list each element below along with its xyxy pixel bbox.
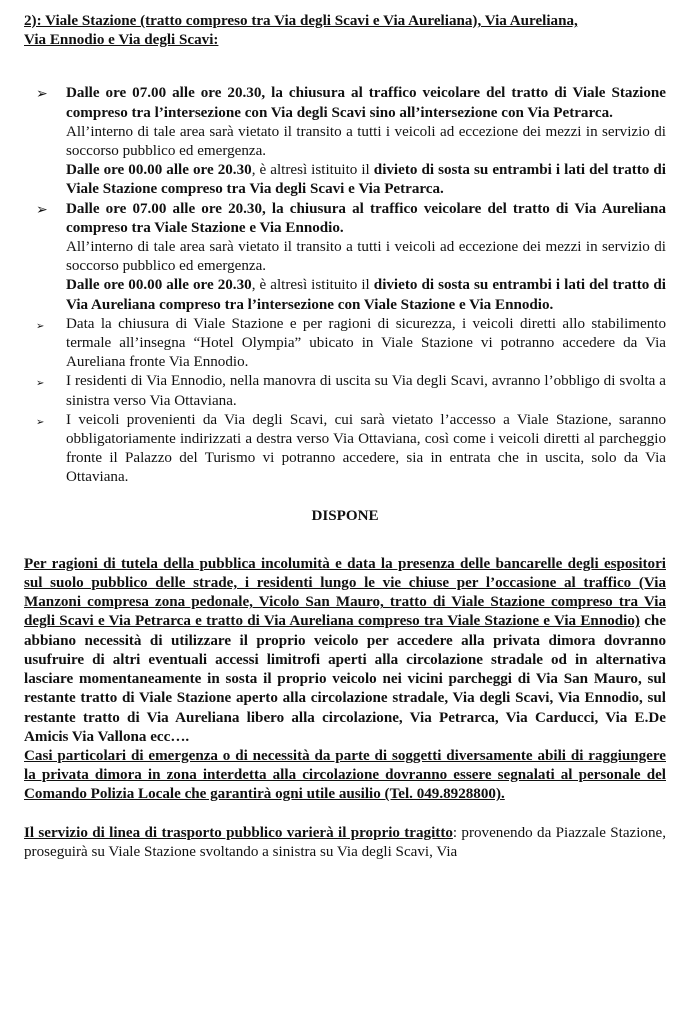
closure-detail: All’interno di tale area sarà vietato il transito a tutti i veicoli ad eccezione dei mezzi in servizio di soccorso pubblico ed emergenza. [66, 123, 666, 160]
closure-detail: All’interno di tale area sarà vietato il transito a tutti i veicoli ad eccezione dei mezzi in servizio di soccorso pubblico ed emergenza. [66, 239, 666, 275]
arrow-bullet-icon: ➢ [36, 320, 45, 332]
bus-route-paragraph-underlined: Il servizio di linea di trasporto pubblico varierà il proprio tragitto [24, 824, 453, 841]
arrow-bullet-icon: ➢ [36, 201, 48, 218]
closure-list [24, 84, 666, 487]
closure-lead: Dalle ore 07.00 alle ore 20.30, la chiusura al traffico veicolare del tratto di Via Aureliana compreso tra Viale Stazione e Via Ennodio. [66, 200, 666, 236]
residents-paragraph [24, 555, 666, 747]
section-heading-line-2: Via Ennodio e Via degli Scavi: [24, 32, 219, 49]
note-item-hotel-olympia [24, 315, 666, 373]
bus-route-paragraph-rest: : provenendo da Piazzale Stazione, proseguirà su Viale Stazione svoltando a sinistra su Via degli Scavi, Via [24, 824, 666, 860]
residents-paragraph-underlined: Per ragioni di tutela della pubblica incolumità e data la presenza delle bancarelle degli espositori sul suolo pubblico delle strade, i residenti lungo le vie chiuse per l’occasione al traffico (Via Manzoni compresa zona pedonale, Vicolo San Mauro, tratto di Viale Stazione compreso tra Via degli Scavi e Via Petrarca e tratto di Via Aureliana compreso tra Viale Stazione e Via Ennodio) [24, 555, 666, 630]
note-item-via-ennodio [24, 372, 666, 410]
parking-ban-connector: , è altresì istituito il [251, 162, 374, 179]
closure-lead: Dalle ore 07.00 alle ore 20.30, la chiusura al traffico veicolare del tratto di Viale Stazione compreso tra l’intersezione con Via degli Scavi sino all’intersezione con Via Petrarca. [66, 85, 666, 121]
arrow-bullet-icon: ➢ [36, 416, 45, 428]
arrow-bullet-icon: ➢ [36, 86, 48, 103]
residents-paragraph-rest: che abbiano necessità di utilizzare il proprio veicolo per accedere alla privata dimora dovranno usufruire di altri eventuali accessi limitrofi aperti alla circolazione stradale od in alternativa lasciare momentaneamente in sosta il proprio veicolo nei vicini parcheggi di Via San Mauro, sul restante tratto di Viale Stazione aperto alla circolazione stradale, Via degli Scavi, Via Ennodio, sul restante tratto di Via Aureliana libero alla circolazione, Via Petrarca, Via Carducci, Via E.De Amicis Via Vallona ecc…. [24, 613, 666, 745]
note-item-via-degli-scavi [24, 411, 666, 488]
spacer [24, 805, 666, 824]
parking-ban-time: Dalle ore 00.00 alle ore 20.30 [66, 277, 252, 294]
section-heading [24, 12, 666, 50]
arrow-bullet-icon: ➢ [36, 378, 45, 390]
parking-ban-rule: divieto di sosta su entrambi i lati del tratto di Viale Stazione compreso tra Via degli Scavi e Via Petrarca. [66, 162, 666, 198]
parking-ban-connector: , è altresì istituito il [251, 277, 374, 294]
closure-item-via-aureliana [24, 200, 666, 315]
parking-ban-rule: divieto di sosta su entrambi i lati del tratto di Via Aureliana compreso tra l’intersezione con Viale Stazione e Via Ennodio. [66, 277, 666, 313]
parking-ban [66, 161, 666, 199]
bus-route-paragraph [24, 824, 666, 862]
parking-ban-time: Dalle ore 00.00 alle ore 20.30 [66, 162, 252, 179]
note-text: I residenti di Via Ennodio, nella manovra di uscita su Via degli Scavi, avranno l’obbligo di svolta a sinistra verso Via Ottaviana. [66, 373, 666, 409]
note-text: I veicoli provenienti da Via degli Scavi, cui sarà vietato l’accesso a Viale Stazione, saranno obbligatoriamente indirizzati a destra verso Via Ottaviana, così come i veicoli diretti al parcheggio fronte il Palazzo del Turismo vi potranno accedere, sia in entrata che in uscita, solo da Via Ottaviana. [66, 411, 666, 486]
emergency-paragraph: Casi particolari di emergenza o di necessità da parte di soggetti diversamente abili di raggiungere la privata dimora in zona interdetta alla circolazione dovranno essere segnalati al personale del Comando Polizia Locale che garantirà ogni utile ausilio (Tel. 049.8928800). [24, 747, 666, 803]
note-text: Data la chiusura di Viale Stazione e per ragioni di sicurezza, i veicoli diretti allo stabilimento termale all’insegna “Hotel Olympia” ubicato in Viale Stazione vi potranno accedere da Via Aureliana fronte Via Ennodio. [66, 315, 666, 371]
section-heading-line-1: 2): Viale Stazione (tratto compreso tra Via degli Scavi e Via Aureliana), Via Aureliana, [24, 13, 578, 29]
dispone-heading: DISPONE [311, 507, 379, 524]
parking-ban [66, 276, 666, 314]
closure-item-viale-stazione [24, 84, 666, 199]
